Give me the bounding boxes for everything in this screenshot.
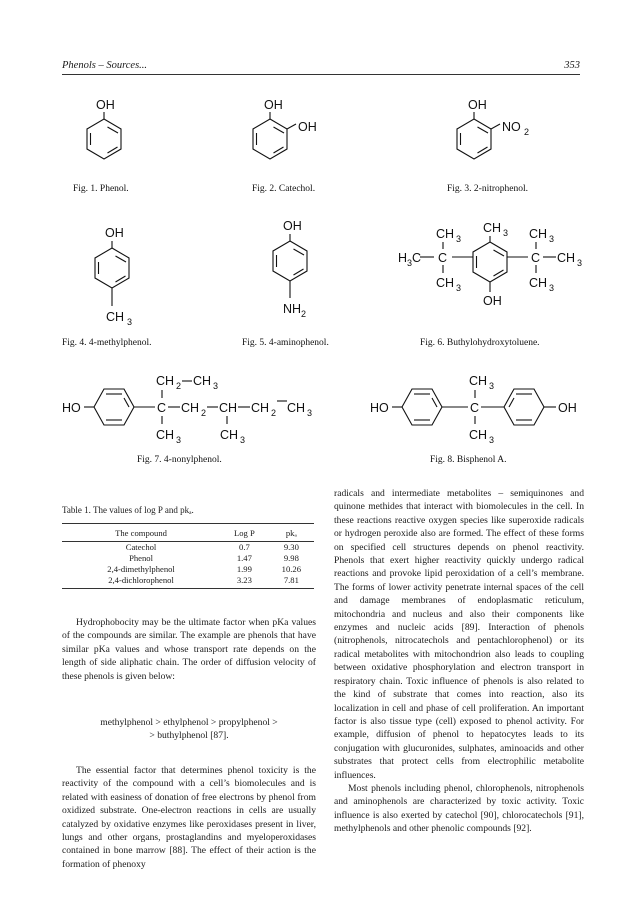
fig6-caption: Fig. 6. Buthylohydroxytoluene. <box>420 338 540 348</box>
cell: 2,4-dimethylphenol <box>107 564 175 574</box>
ch3-label: CH <box>106 310 125 324</box>
paragraph: Hydrophobocity may be the ultimate factor when pKa values of the compounds are similar. The example are phenols that have similar pKa values and whose transport rate depends on the length of side aliphatic chain. The order of diffusion velocity of these phenols is given below: <box>62 617 316 682</box>
methylphenol-structure <box>62 226 151 348</box>
cell: 2,4-dichlorophenol <box>62 575 220 589</box>
table-row <box>62 575 314 589</box>
fig7-caption: Fig. 7. 4-nonylphenol. <box>137 455 222 465</box>
formula-line: methylphenol > ethylphenol > propylphenol > <box>100 717 278 728</box>
oh-label: OH <box>483 294 502 308</box>
table-row <box>62 564 314 575</box>
left-column-top <box>62 616 316 683</box>
ch2-label: CH <box>181 401 200 415</box>
aminophenol-structure <box>242 219 329 348</box>
ch3-label: CH <box>436 276 455 290</box>
subscript: 3 <box>549 283 555 293</box>
nh2-label: NH <box>283 302 302 316</box>
h-label: H <box>398 251 408 265</box>
subscript: 3 <box>456 234 462 244</box>
catechol-structure <box>252 98 317 194</box>
fig3-caption: Fig. 3. 2-nitrophenol. <box>447 184 529 194</box>
subscript: 3 <box>489 435 495 445</box>
logp-table <box>62 523 314 589</box>
bisphenol-a-structure <box>370 374 577 465</box>
paragraph: The essential factor that determines phenol toxicity is the reactivity of the compound with a cell’s biomolecules and is related with easiness of donation of free electrons by phenol from oxidized substrate. One-electron reactions in cells are usually catalyzed by oxidative enzymes like peroxidases present in liver, lungs and other organs, prostaglandins and myeloperoxidases contained in bone marrow [88]. The effect of their action is the formation of phenoxy <box>62 765 316 870</box>
ch3-label: CH <box>287 401 306 415</box>
oh-label: OH <box>558 401 577 415</box>
phenol-structure <box>73 98 129 194</box>
carbon-label: C <box>531 251 541 265</box>
oh-label: OH <box>264 98 283 112</box>
ch3-label: CH <box>469 374 488 388</box>
ch3-label: CH <box>220 428 239 442</box>
cell: 1.47 <box>236 553 252 563</box>
subscript: 3 <box>127 317 133 327</box>
subscript: 3 <box>213 381 219 391</box>
table-row <box>62 553 314 564</box>
subscript: 3 <box>240 435 246 445</box>
header-title: Phenols – Sources... <box>62 60 148 71</box>
fig2-caption: Fig. 2. Catechol. <box>252 184 316 194</box>
left-column-bottom <box>62 764 316 871</box>
col-header: pkₐ <box>269 524 314 542</box>
cell: 9.30 <box>283 542 299 552</box>
ch3-label: CH <box>436 227 455 241</box>
cell: Phenol <box>129 553 153 563</box>
nitrophenol-structure <box>447 98 529 194</box>
subscript: 3 <box>407 258 413 268</box>
subscript: 2 <box>176 381 182 391</box>
cell: 1.99 <box>236 564 252 574</box>
oh-label-2: OH <box>298 120 317 134</box>
subscript: 3 <box>503 228 509 238</box>
subscript: 3 <box>176 435 182 445</box>
oh-label: OH <box>468 98 487 112</box>
ho-label: HO <box>370 401 389 415</box>
subscript: 3 <box>307 408 313 418</box>
subscript: 3 <box>489 381 495 391</box>
carbon-label: C <box>438 251 448 265</box>
ch3-label: CH <box>469 428 488 442</box>
ch3-label: CH <box>529 276 548 290</box>
diffusion-order-formula <box>62 716 316 743</box>
cell: 0.7 <box>239 542 250 552</box>
ch2-label: CH <box>156 374 175 388</box>
formula-line: > buthylphenol [87]. <box>149 730 229 742</box>
ch-label: CH <box>219 401 238 415</box>
paragraph: Most phenols including phenol, chlorophenols, nitrophenols and aminophenols are characterized by toxic activity. Toxic influence is also exerted by catechol [90], chlorocatechols [91], methylphenols and other phenolic compounds [92]. <box>334 782 584 835</box>
paragraph: radicals and intermediate metabolites – semiquinones and quinone methides that interact with biomolecules in the cell. In these reactions reactive oxygen species like superoxide radicals or hydrogen peroxide also are formed. The effect of these forms on specified cell structures depends on phenol reactivity. Phenols that exert higher reactivity quickly undergo radical reactions and provoke lipid peroxidation of a cell’s membrane. The forms of lower activity penetrate internal spaces of the cell and damage membranes of endoplasmatic reticulum, mitochondria and nucleus and also their components like enzymes and nucleic acids [89]. Interaction of phenols (nitrophenols, nitrocatechols and pentachlorophenol) or its radical metabolites with mitochondrion also leads to coupling between oxidative phosphorylation and electron transport in respiratory chain. Toxic influence of phenols is also related to the kind of substrate that comes into reaction, also its localization in cell and phase of cell proliferation. An important factor is also tissue type (cell) exposed to phenol activity. For example, diffusion of phenol to hepatocytes leads to its conjugation with glucuronides, sulphates, aminoacids and other substrates that protect cells from electrophilic metabolite influences. <box>334 488 584 781</box>
ch2-label: CH <box>251 401 270 415</box>
oh-label: OH <box>105 226 124 240</box>
bht-structure <box>398 221 582 348</box>
fig1-caption: Fig. 1. Phenol. <box>73 184 129 194</box>
ch3-label: CH <box>529 227 548 241</box>
carbon-label: C <box>412 251 422 265</box>
cell: 10.26 <box>281 564 302 574</box>
cell: Catechol <box>125 542 157 552</box>
subscript: 2 <box>301 309 307 319</box>
cell: 7.81 <box>269 575 314 589</box>
table-row <box>62 542 314 554</box>
subscript: 3 <box>577 258 583 268</box>
oh-label: OH <box>96 98 115 112</box>
fig5-caption: Fig. 5. 4-aminophenol. <box>242 338 329 348</box>
cell: 3.23 <box>220 575 269 589</box>
right-column <box>334 487 584 836</box>
ch3-label: CH <box>193 374 212 388</box>
table-caption: Table 1. The values of log P and pkₐ. <box>62 505 194 515</box>
col-header: The compound <box>62 524 220 542</box>
subscript: 3 <box>549 234 555 244</box>
subscript: 3 <box>456 283 462 293</box>
nonylphenol-structure <box>62 374 312 465</box>
ch3-label: CH <box>156 428 175 442</box>
col-header: Log P <box>220 524 269 542</box>
oh-label: OH <box>283 219 302 233</box>
cell: 9.98 <box>283 553 299 563</box>
subscript: 2 <box>271 408 277 418</box>
fig4-caption: Fig. 4. 4-methylphenol. <box>62 338 152 348</box>
fig8-caption: Fig. 8. Bisphenol A. <box>430 455 507 465</box>
ch3-label: CH <box>483 221 502 235</box>
page-number: 353 <box>564 60 580 71</box>
ho-label: HO <box>62 401 81 415</box>
carbon-label: C <box>157 401 167 415</box>
subscript: 2 <box>524 127 530 137</box>
subscript: 2 <box>201 408 207 418</box>
ch3-label: CH <box>557 251 576 265</box>
no2-label: NO <box>502 120 521 134</box>
carbon-label: C <box>470 401 480 415</box>
